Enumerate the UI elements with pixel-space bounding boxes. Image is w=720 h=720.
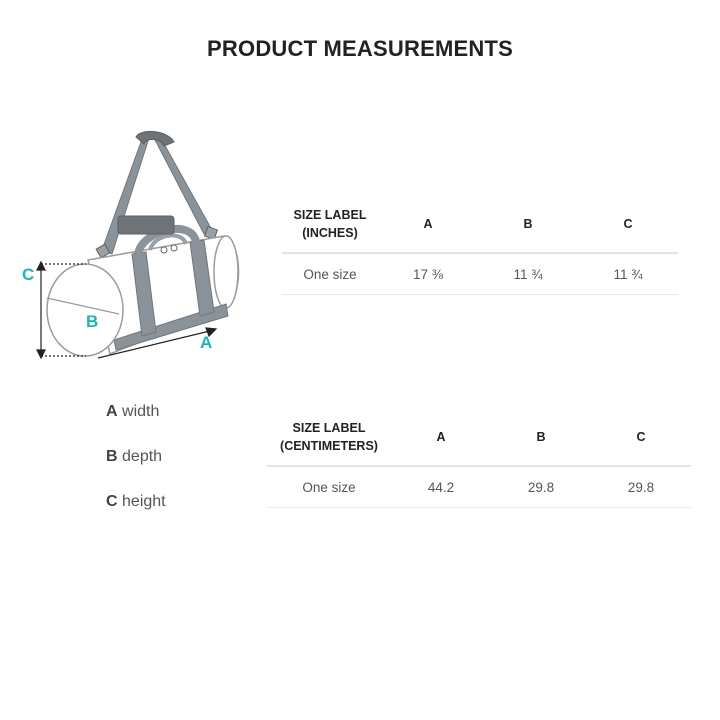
value-cell-c: 11 ¾ [578, 253, 678, 295]
bag-front-end [47, 264, 123, 356]
table-row [267, 466, 691, 508]
legend-item-width [106, 400, 166, 445]
size-label-cell: One size [267, 466, 391, 508]
value-cell-b: 29.8 [491, 466, 591, 508]
value-cell-a: 44.2 [391, 466, 491, 508]
value-cell-b: 11 ¾ [478, 253, 578, 295]
legend-text: depth [122, 448, 163, 465]
column-header-b: B [491, 409, 591, 466]
column-header-c: C [578, 196, 678, 253]
table-header-row [282, 196, 678, 253]
size-label-cell: One size [282, 253, 378, 295]
dimension-legend [106, 400, 166, 535]
header-line: SIZE LABEL [293, 208, 367, 222]
column-header-b: B [478, 196, 578, 253]
column-header-a: A [378, 196, 478, 253]
size-table-centimeters [267, 409, 691, 508]
legend-text: width [122, 403, 160, 420]
table-row [282, 253, 678, 295]
legend-item-depth [106, 445, 166, 490]
size-table-inches [282, 196, 678, 295]
legend-letter: C [106, 493, 118, 510]
header-line: (CENTIMETERS) [280, 439, 378, 453]
table-header-row [267, 409, 691, 466]
page-title: PRODUCT MEASUREMENTS [207, 36, 513, 61]
size-label-header [282, 196, 378, 253]
duffel-bag-diagram [14, 118, 274, 378]
column-header-a: A [391, 409, 491, 466]
legend-text: height [122, 493, 166, 510]
value-cell-c: 29.8 [591, 466, 691, 508]
dimension-label-b: B [86, 312, 99, 331]
legend-letter: B [106, 448, 118, 465]
dimension-label-a: A [200, 333, 213, 352]
value-cell-a: 17 ⅜ [378, 253, 478, 295]
dimension-label-c: C [22, 265, 35, 284]
header-line: SIZE LABEL [292, 421, 366, 435]
legend-letter: A [106, 403, 118, 420]
legend-item-height [106, 490, 166, 535]
header-line: (INCHES) [302, 226, 358, 240]
size-label-header [267, 409, 391, 466]
column-header-c: C [591, 409, 691, 466]
